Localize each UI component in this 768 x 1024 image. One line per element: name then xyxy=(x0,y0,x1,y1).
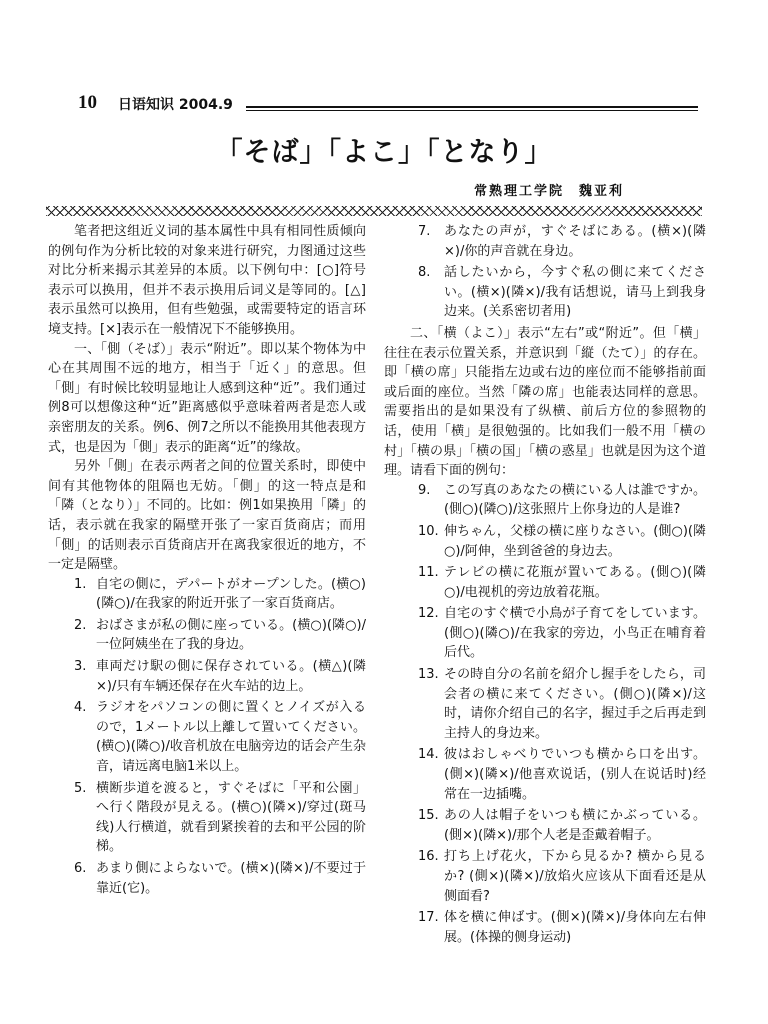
page-number: 10 xyxy=(78,92,97,113)
example-number: 8. xyxy=(418,265,431,281)
example-item xyxy=(384,222,706,261)
example-item xyxy=(48,779,366,857)
example-number: 1. xyxy=(74,576,87,592)
example-number: 16. xyxy=(418,849,439,865)
example-number: 14. xyxy=(418,747,439,763)
example-text: テレビの横に花瓶が置いてある。(側○)(隣○)/电视机的旁边放着花瓶。 xyxy=(444,565,706,600)
example-list-left xyxy=(48,575,366,899)
example-number: 15. xyxy=(418,808,439,824)
example-item xyxy=(384,806,706,845)
right-column xyxy=(384,222,706,949)
example-number: 9. xyxy=(418,482,431,498)
example-list-right-a xyxy=(384,222,706,322)
example-number: 12. xyxy=(418,606,439,622)
article-title: 「そば」「よこ」「となり」 xyxy=(215,137,553,168)
example-number: 13. xyxy=(418,667,439,683)
example-text: 体を横に伸ばす。(側×)(隣×)/身体向左右伸展。(体操的侧身运动) xyxy=(444,910,706,945)
example-item xyxy=(384,263,706,322)
decorative-divider xyxy=(46,206,702,216)
example-item xyxy=(48,657,366,696)
example-text: 自宅のすぐ横で小鳥が子育てをしています。(側○)(隣○)/在我家的旁边，小鸟正在哺育着后代。 xyxy=(444,606,706,661)
example-number: 10. xyxy=(418,523,439,539)
example-item xyxy=(48,698,366,776)
example-text: その時自分の名前を紹介し握手をしたら，司会者の横に来てください。(側○)(隣×)/这时，请你介绍自己的名字，握过手之后再走到主持人的身边来。 xyxy=(444,667,706,741)
header-rule xyxy=(246,106,698,111)
example-number: 7. xyxy=(418,224,431,239)
magazine-name: 日语知识 2004.9 xyxy=(118,97,233,113)
example-list-right-b xyxy=(384,481,706,948)
example-text: 自宅の側に，デパートがオープンした。(横○)(隣○)/在我家的附近开张了一家百货商店。 xyxy=(96,576,366,612)
example-item xyxy=(384,665,706,743)
example-number: 5. xyxy=(74,780,87,796)
intro-paragraph: 笔者把这组近义词的基本属性中具有相同性质倾向的例句作为分析比较的对象来进行研究，力图通过这些对比分析来揭示其差异的本质。以下例句中：[○]符号表示可以换用，但并不表示换用后词义是等同的。[△]表示虽然可以换用，但有些勉强，或需要特定的语言环境支持。[×]表示在一般情况下不能够换用。 xyxy=(48,224,366,337)
example-item xyxy=(48,575,366,614)
section-1b-paragraph: 另外「側」在表示两者之间的位置关系时，即使中间有其他物体的阻隔也无妨。「側」的这一特点是和「隣（となり）」不同的。比如：例1如果换用「隣」的话，表示就在我家的隔壁开张了一家百货商店；而用「側」的话则表示百货商店开在离我家很近的地方，不一定是隔壁。 xyxy=(48,459,366,573)
example-item xyxy=(384,522,706,561)
example-text: 話したいから，今すぐ私の側に来てください。(横×)(隣×)/我有话想说，请马上到我身边来。(关系密切者用) xyxy=(444,265,706,320)
left-column xyxy=(48,222,366,900)
example-number: 2. xyxy=(74,617,87,633)
section-2-paragraph: 二、「横（よこ）」表示“左右”或“附近”。但「横」往往在表示位置关系，并意识到「縦（たて）」的存在。即「横の席」只能指左边或右边的座位而不能够指前面或后面的座位。当然「隣の席」也能表达同样的意思。需要指出的是如果没有了纵横、前后方位的参照物的话，使用「横」是很勉强的。比如我们一般不用「横の村」「横の県」「横の国」「横の惑星」也就是因为这个道理。请看下面的例句： xyxy=(384,325,706,479)
example-item xyxy=(384,847,706,906)
example-item xyxy=(48,859,366,898)
example-number: 11. xyxy=(418,565,439,581)
example-item xyxy=(384,745,706,804)
example-item xyxy=(384,908,706,947)
example-text: あの人は帽子をいつも横にかぶっている。(側×)(隣×)/那个人老是歪戴着帽子。 xyxy=(444,808,706,843)
example-text: この写真のあなたの横にいる人は誰ですか。(側○)(隣○)/这张照片上你身边的人是谁? xyxy=(444,482,706,518)
example-text: 横断歩道を渡ると，すぐそばに「平和公園」へ行く階段が見える。(横○)(隣×)/穿过(斑马线)人行横道，就看到紧挨着的去和平公园的阶梯。 xyxy=(96,780,366,855)
example-text: ラジオをパソコンの側に置くとノイズが入るので，1メートル以上離して置いてください。(横○)(隣○)/收音机放在电脑旁边的话会产生杂音，请远离电脑1米以上。 xyxy=(96,700,366,775)
example-text: 伸ちゃん，父様の横に座りなさい。(側○)(隣○)/阿伸，坐到爸爸的身边去。 xyxy=(444,523,706,559)
example-text: 打ち上げ花火，下から見るか? 横から見るか? (側×)(隣×)/放焰火应该从下面看还是从侧面看? xyxy=(444,849,706,904)
example-item xyxy=(384,563,706,602)
example-item xyxy=(48,616,366,655)
example-number: 17. xyxy=(418,910,439,926)
example-text: おばさまが私の側に座っている。(横○)(隣○)/一位阿姨坐在了我的身边。 xyxy=(96,617,366,653)
example-number: 4. xyxy=(74,700,87,716)
example-item xyxy=(384,481,706,520)
example-text: あまり側によらないで。(横×)(隣×)/不要过于靠近(它)。 xyxy=(96,861,366,896)
example-text: あなたの声が，すぐそばにある。(横×)(隣×)/你的声音就在身边。 xyxy=(444,224,706,259)
example-text: 彼はおしゃべりでいつも横から口を出す。(側×)(隣×)/他喜欢说话，(别人在说话时)经常在一边插嘴。 xyxy=(444,747,706,802)
example-number: 6. xyxy=(74,861,87,876)
example-item xyxy=(384,604,706,663)
example-number: 3. xyxy=(74,659,87,675)
example-text: 車両だけ駅の側に保存されている。(横△)(隣×)/只有车辆还保存在火车站的边上。 xyxy=(96,659,366,694)
running-header xyxy=(78,92,698,116)
author-line: 常熟理工学院 魏亚利 xyxy=(474,184,625,199)
section-1-paragraph: 一、「側（そば）」表示“附近”。即以某个物体为中心在其周围不远的地方，相当于「近く」的意思。但「側」有时候比较明显地让人感到这种“近”。我们通过例8可以想像这种“近”距离感似乎意味着两者是恋人或亲密朋友的关系。例6、例7之所以不能换用其他表现方式，也是因为「側」表示的距离“近”的缘故。 xyxy=(48,341,366,455)
